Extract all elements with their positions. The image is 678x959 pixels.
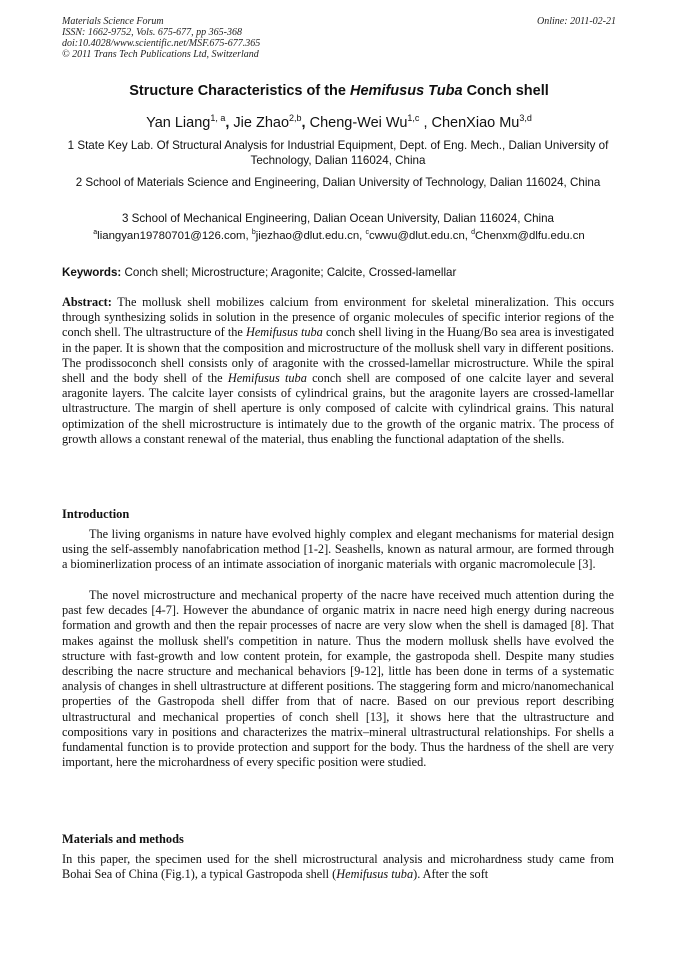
email-mark: d [471, 229, 476, 236]
intro-heading: Introduction [62, 507, 130, 521]
author-emails [40, 229, 638, 242]
species-name: Hemifusus tuba [245, 325, 323, 340]
doi-line: doi:10.4028/www.scientific.net/MSF.675-677.365 [62, 38, 261, 49]
intro-paragraph-1: The living organisms in nature have evolved highly complex and elegant mechanisms for material design using the self-assembly nanofabrication method [1-2]. Seashells, known as natural armour, are formed through a biominerlization process of an intimate association of inorganic materials with organic macromolecule [3]. [62, 527, 614, 572]
keywords [62, 266, 614, 279]
species-name: Hemifusus tuba [336, 867, 414, 882]
title-text-before: Structure Characteristics of the [129, 83, 351, 99]
methods-text: In this paper, the specimen used for the shell microstructural analysis and microhardness study came from Bohai Sea of China (Fig.1), a typical Gastropoda shell ( [62, 852, 614, 882]
author-affil-mark: 2,b [289, 113, 302, 123]
abstract-text: conch shell living in the Huang/Bo sea area is investigated in the paper. It is shown that the composition and microstructure of the mollusk shell vary in different positions. The prodissoconch shell consists only of aragonite with the crossed-lamellar microstructure. While the spiral shell and the body shell of the [62, 325, 615, 386]
online-date: Online: 2011-02-21 [537, 16, 616, 27]
methods-heading: Materials and methods [62, 832, 184, 846]
intro-paragraph-2: The novel microstructure and mechanical property of the nacre have received much attention during the past few decades [4-7]. However the abundance of organic matrix in nacre need high energy during nacreous formation and growth and then the repair processes of nacre are very slow when the shell is damaged [8]. That makes against the mollusk shell's competition in nature. Thus the modern mollusk shells have evolved the structure with fast-growth and low content protein, for example, the gastropoda shell. Despite many studies describing the nacre structure and mechanical behaviors [9-12], little has been done in terms of a systematic analysis of changes in shell ultrastructure at different positions. The staggering form and micro/nanomechanical properties of the Gastropoda shell differ from that of nacre. Based on our previous report describing ultrastructural and mechanical properties of conch shell [13], it shows here that the ultrastructure and compositions vary in positions and characterizes the matrix–mineral ultrastructural relationships. For shells a fundamental function is to provide protection and support for the body. Thus the hardness of the shell are very important, here the microhardness of every specific position were studied. [62, 588, 614, 770]
author-name: Cheng-Wei Wu [309, 114, 408, 131]
author-name: ChenXiao Mu [431, 114, 520, 131]
email-mark: a [93, 229, 98, 236]
affiliation-1: 1 State Key Lab. Of Structural Analysis for Industrial Equipment, Dept. of Eng. Mech., Dalian University of Technology, Dalian 116024, China [67, 139, 609, 167]
author-name: Jie Zhao [233, 114, 290, 131]
author-separator: , [301, 114, 310, 131]
author-affil-mark: 3,d [519, 113, 532, 123]
abstract-text: The mollusk shell mobilizes calcium from environment for skeletal mineralization. This occurs through synthesizing solids in solution in the presence of organic molecules of specific interior regions of the conch shell. The ultrastructure of the [62, 295, 614, 340]
paper-title [0, 83, 678, 99]
issn-line: ISSN: 1662-9752, Vols. 675-677, pp 365-368 [62, 27, 242, 38]
abstract-label: Abstract: [62, 295, 112, 309]
publication-header [62, 16, 622, 60]
affiliation-3: 3 School of Mechanical Engineering, Dalian Ocean University, Dalian 116024, China [121, 212, 554, 225]
author-affil-mark: 1,c [407, 113, 420, 123]
author-list [0, 113, 678, 131]
email-address: liangyan19780701@126.com, [97, 229, 252, 242]
email-mark: b [251, 229, 256, 236]
email-mark: c [365, 229, 369, 236]
email-address: cwwu@dlut.edu.cn, [369, 229, 472, 242]
title-species: Hemifusus Tuba [350, 83, 463, 99]
methods-text: ). After the soft [413, 867, 489, 882]
author-separator: , [225, 114, 234, 131]
journal-name: Materials Science Forum [62, 16, 164, 27]
title-text-after: Conch shell [462, 83, 549, 99]
author-affil-mark: 1, a [210, 113, 226, 123]
email-address: jiezhao@dlut.edu.cn, [255, 229, 366, 242]
email-address: Chenxm@dlfu.edu.cn [475, 229, 585, 242]
abstract-text: conch shell are composed of one calcite layer and several aragonite layers. The calcite layer consists of cylindrical grains, but the aragonite layers are crossed-lamellar ultrastructure. The margin of shell aperture is only composed of calcite with cylindrical grains. This natural optimization of the shell microstructure is intimately due to the growth of the organic matrix. The process of growth allows a constant renewal of the material, thus enabling the functional adaptation of the shells. [62, 371, 614, 446]
copyright-line: © 2011 Trans Tech Publications Ltd, Switzerland [62, 49, 259, 60]
methods-paragraph-1 [62, 852, 614, 882]
affiliation-2: 2 School of Materials Science and Engineering, Dalian University of Technology, Dalian 116024, China [75, 176, 601, 189]
keywords-label: Keywords: [62, 266, 122, 279]
author-name: Yan Liang [146, 114, 211, 131]
keywords-text: Conch shell; Microstructure; Aragonite; Calcite, Crossed-lamellar [121, 266, 457, 279]
author-separator: , [419, 114, 432, 131]
abstract [62, 295, 614, 447]
species-name: Hemifusus tuba [227, 371, 307, 386]
